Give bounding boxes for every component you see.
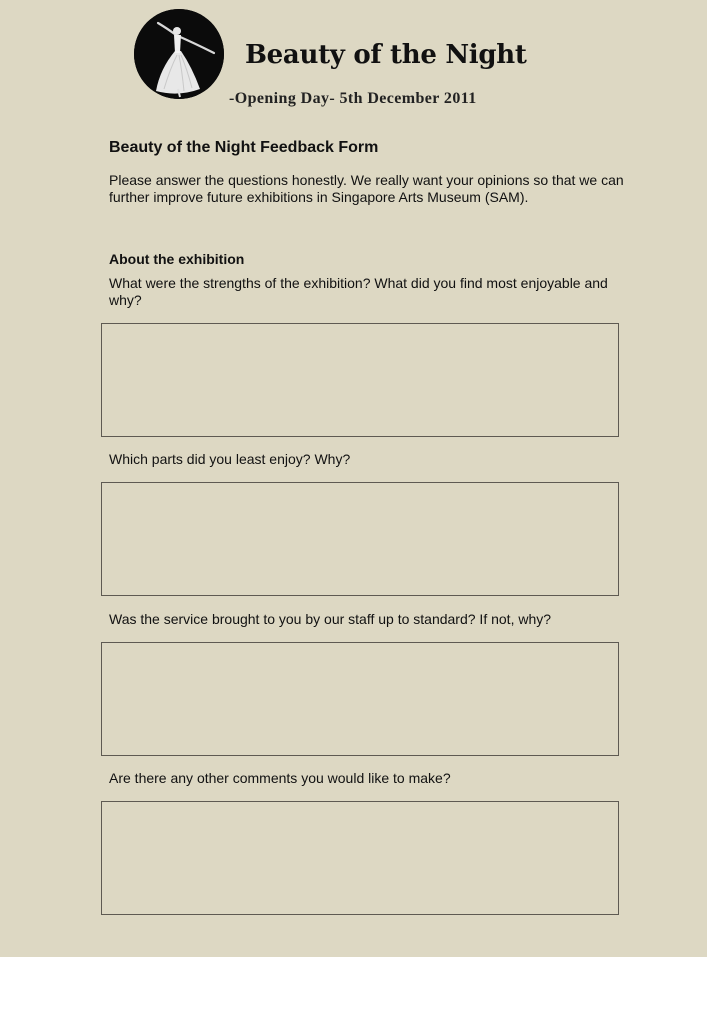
event-date-subtitle: -Opening Day- 5th December 2011 <box>229 90 477 107</box>
ballerina-logo-icon <box>134 9 224 99</box>
answer-box-other-comments[interactable] <box>101 801 619 915</box>
page-title: Beauty of the Night <box>245 40 527 70</box>
answer-box-least-enjoyed[interactable] <box>101 482 619 596</box>
form-title: Beauty of the Night Feedback Form <box>109 139 379 156</box>
question-strengths: What were the strengths of the exhibition? What did you find most enjoyable and why? <box>109 275 608 308</box>
question-service: Was the service brought to you by our staff up to standard? If not, why? <box>109 611 552 627</box>
answer-box-service[interactable] <box>101 642 619 756</box>
answer-box-strengths[interactable] <box>101 323 619 437</box>
question-other-comments: Are there any other comments you would like to make? <box>109 770 451 786</box>
form-intro-text: Please answer the questions honestly. We really want your opinions so that we can further improve future exhibitions in Singapore Arts Museum (SAM). <box>109 172 624 205</box>
question-least-enjoyed: Which parts did you least enjoy? Why? <box>109 451 351 467</box>
section-heading: About the exhibition <box>109 251 245 267</box>
